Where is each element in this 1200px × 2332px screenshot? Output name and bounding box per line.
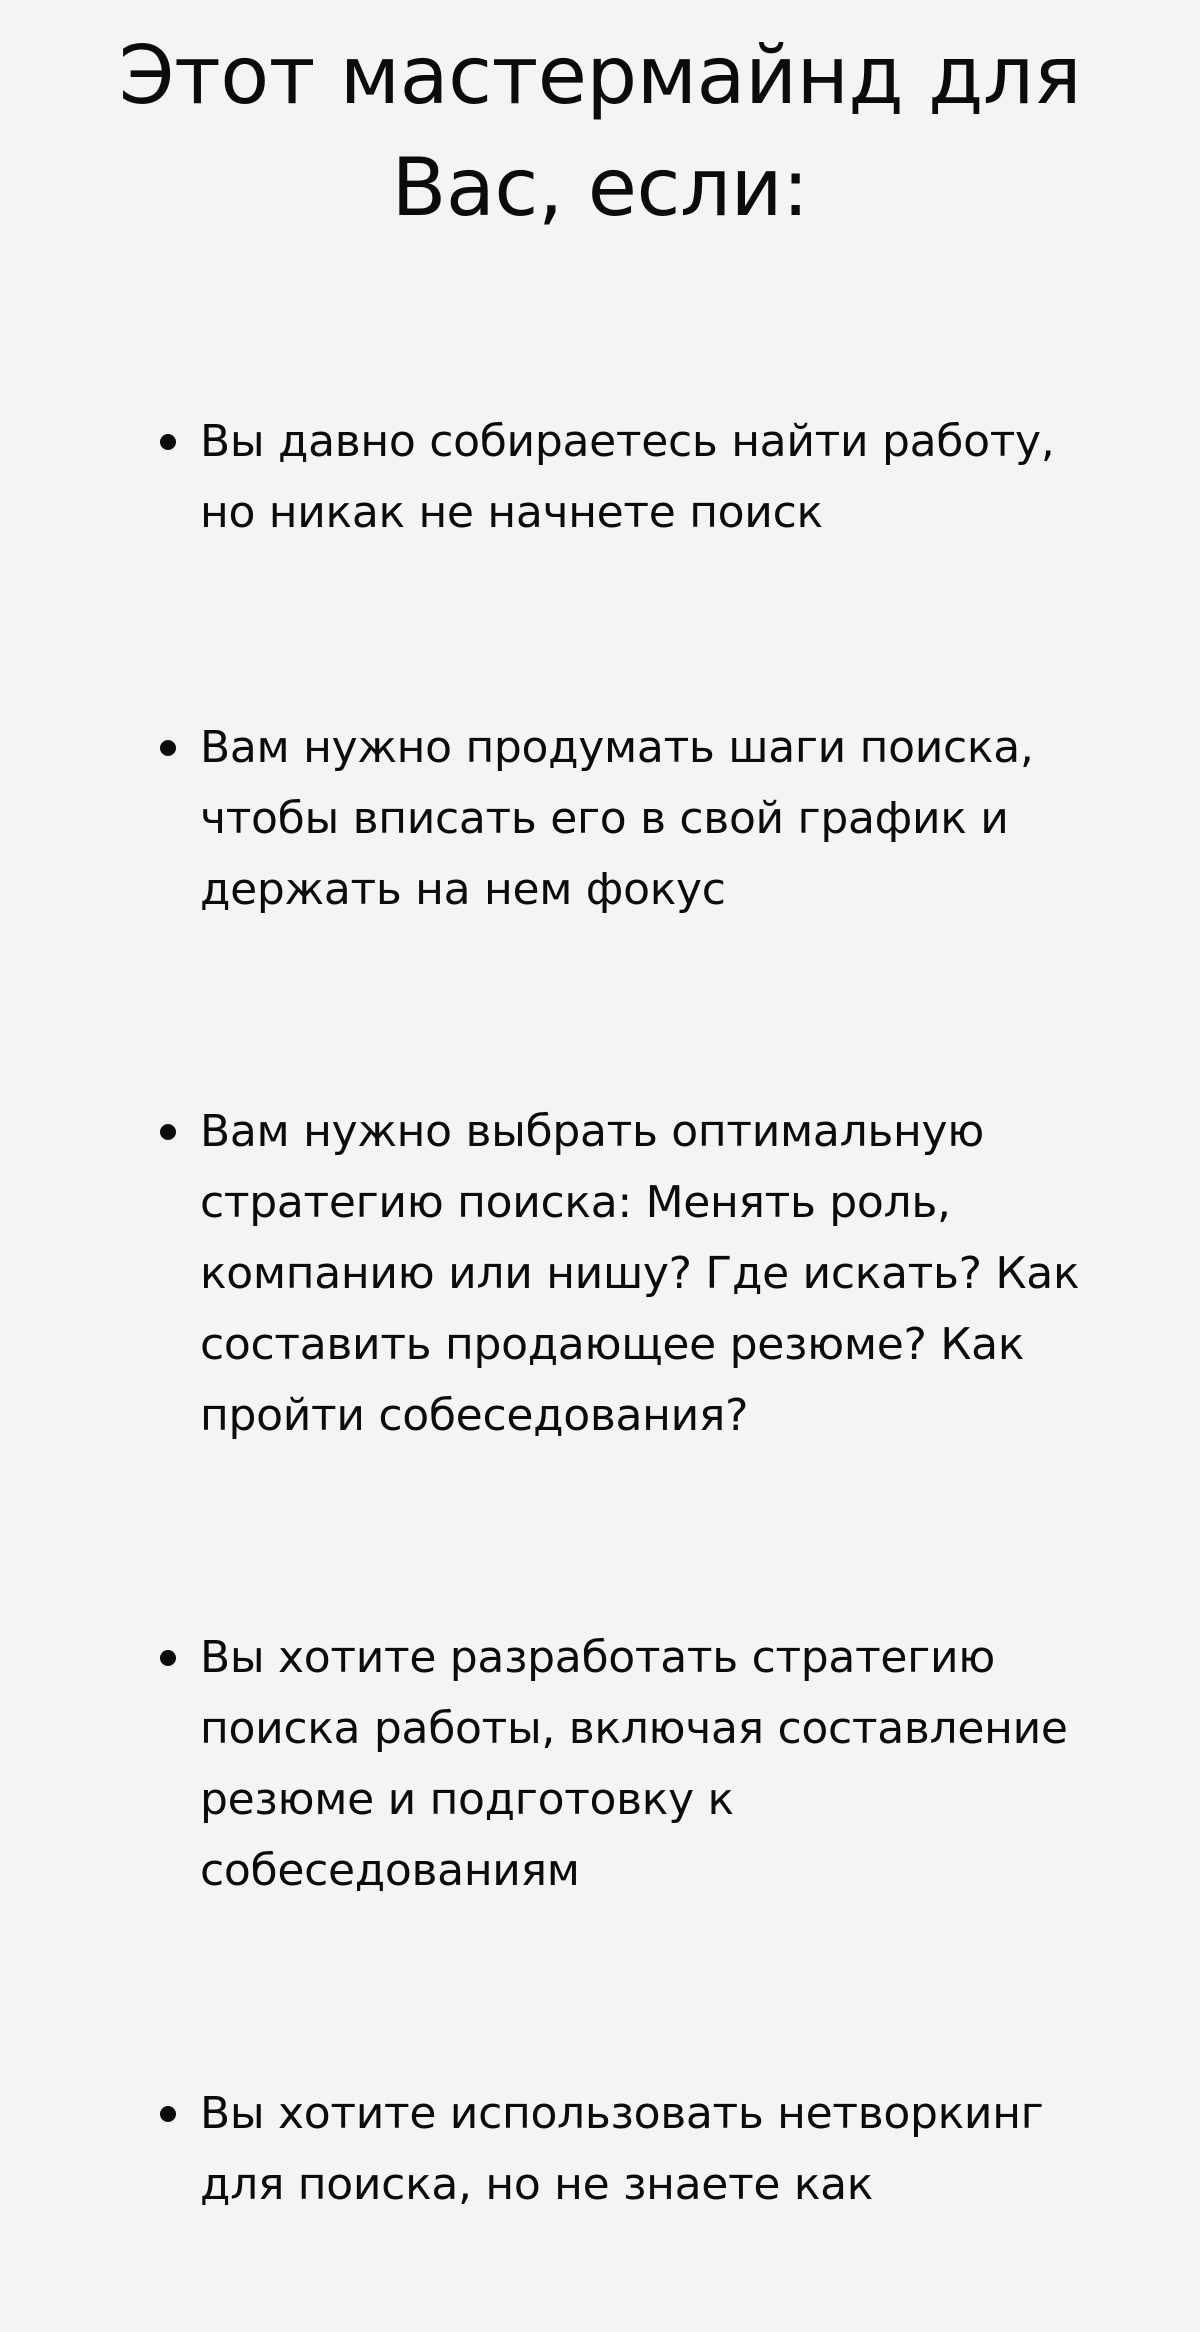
list-item-line: поиска работы, включая составление — [200, 1703, 1068, 1754]
list-item-text — [200, 2078, 1043, 2220]
title-line: Этот мастермайнд для — [118, 29, 1082, 122]
list-item-line: составить продающее резюме? Как — [200, 1319, 1025, 1370]
list-item-line: для поиска, но не знаете как — [200, 2159, 874, 2210]
list-item-text — [200, 712, 1034, 925]
bullet-icon — [160, 740, 176, 756]
list-item-line: собеседованиям — [200, 1845, 580, 1896]
page-title — [60, 20, 1140, 244]
list-item-text — [200, 1096, 1079, 1451]
bullet-icon — [160, 1650, 176, 1666]
list-item-line: резюме и подготовку к — [200, 1774, 734, 1825]
list-item-text — [200, 1622, 1068, 1906]
list-item-line: но никак не начнете поиск — [200, 487, 823, 538]
list-item-line: компанию или нишу? Где искать? Как — [200, 1248, 1080, 1299]
list-item-line: держать на нем фокус — [200, 864, 726, 915]
list-item — [160, 406, 1120, 548]
bullet-icon — [160, 1124, 176, 1140]
list-item-line: стратегию поиска: Менять роль, — [200, 1177, 951, 1228]
bullet-icon — [160, 434, 176, 450]
list-item-line: Вам нужно выбрать оптимальную — [200, 1106, 984, 1157]
list-item-line: Вы хотите использовать нетворкинг — [200, 2088, 1044, 2139]
list-item — [160, 712, 1120, 925]
list-item-line: Вы хотите разработать стратегию — [200, 1632, 996, 1683]
list-item — [160, 1622, 1120, 1906]
list-item — [160, 1096, 1120, 1451]
title-line: Вас, если: — [391, 141, 809, 234]
list-item-line: чтобы вписать его в свой график и — [200, 793, 1009, 844]
list-item — [160, 2078, 1120, 2220]
list-item-text — [200, 406, 1054, 548]
bullet-icon — [160, 2106, 176, 2122]
list-item-line: Вы давно собираетесь найти работу, — [200, 416, 1055, 467]
list-item-line: пройти собеседования? — [200, 1390, 749, 1441]
list-item-line: Вам нужно продумать шаги поиска, — [200, 722, 1034, 773]
